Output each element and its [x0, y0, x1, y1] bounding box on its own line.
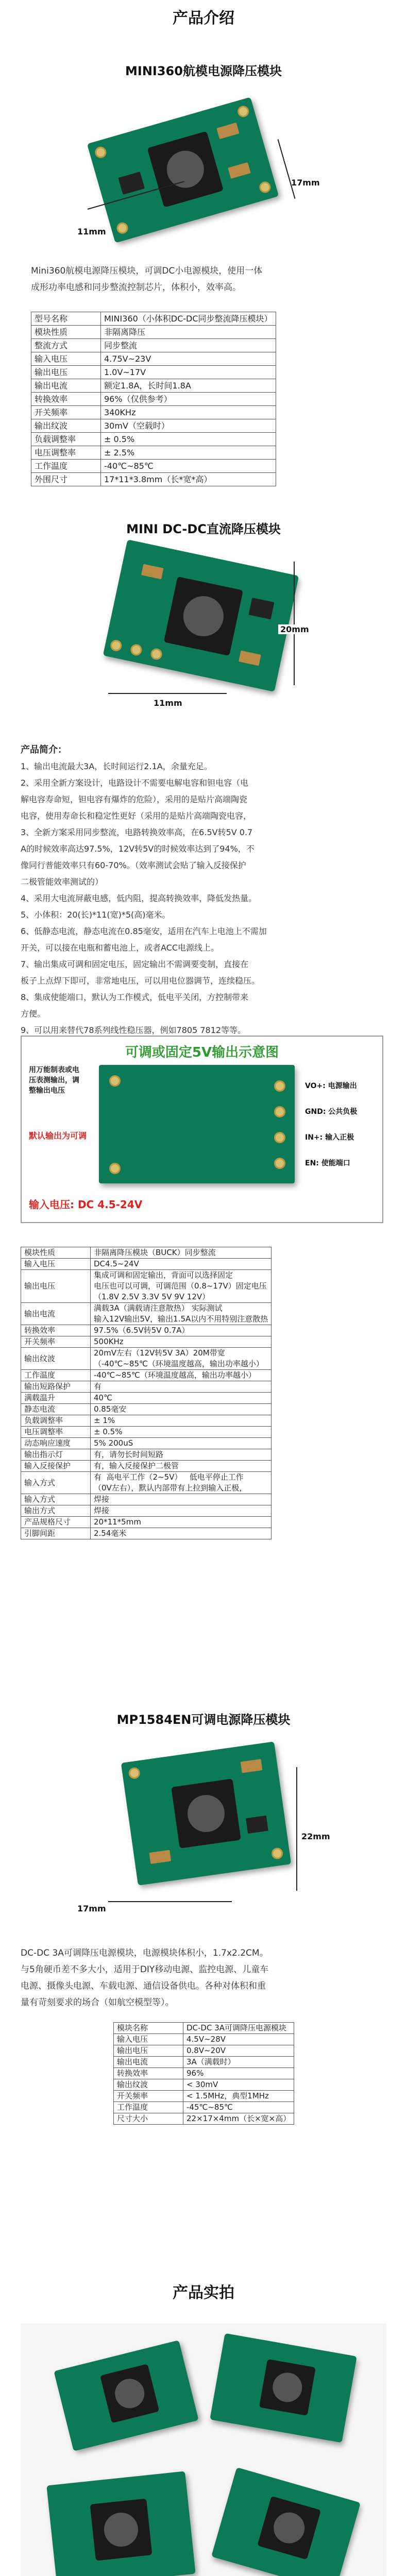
pcb-board [46, 2471, 195, 2576]
features-heading: 产品简介： [21, 744, 67, 755]
spec-row [21, 1270, 272, 1303]
mini360-title: MINI360航模电源降压模块 [125, 64, 282, 78]
input-voltage-label: 输入电压: DC 4.5-24V [29, 1198, 143, 1211]
spec-value: 焊接 [91, 1505, 272, 1517]
spec-row [114, 2079, 294, 2091]
spec-row [31, 339, 276, 352]
desc-line: 与5角硬币差不多大小，适用于DIY移动电源、监控电源、儿童车 [21, 1964, 269, 1975]
capacitor [228, 162, 251, 179]
pcb-board [121, 1741, 291, 1885]
pcb-board [103, 539, 299, 692]
feature-line: 4、采用大电流屏蔽电感，低内阻，提高转换效率，降低发热量。 [21, 893, 257, 903]
spec-value: ± 0.5% [91, 1427, 272, 1438]
spec-row [21, 1505, 272, 1517]
spec-row [21, 1472, 272, 1494]
pcb-board [211, 2467, 361, 2576]
spec-key: 动态响应速度 [21, 1438, 91, 1449]
spec-key: 输出电流 [21, 1303, 91, 1325]
spec-key: 模块名称 [114, 2023, 183, 2034]
desc-line: 电源、摄像头电源、车载电源、通信设备供电。各种对体积和重 [21, 1981, 266, 1991]
spec-key: 模块性质 [31, 326, 101, 339]
spec-value: MINI360（小体积DC-DC同步整流降压模块） [101, 312, 276, 326]
spec-value: 焊接 [91, 1494, 272, 1505]
pin-en: EN: 使能端口 [305, 1159, 350, 1167]
spec-key: 输入电压 [31, 352, 101, 366]
spec-row [31, 406, 276, 419]
spec-row [21, 1348, 272, 1370]
spec-value: 0.85毫安 [91, 1404, 272, 1415]
feature-line: 8、集成使能端口，默认为工作模式，低电平关闭，方控制带来 [21, 992, 249, 1002]
minidc-features [21, 742, 392, 1039]
spec-row [114, 2068, 294, 2079]
spec-value: 340KHz [101, 406, 276, 419]
spec-row [21, 1449, 272, 1461]
ic-chip [246, 1816, 268, 1834]
spec-value: 22×17×4mm（长×宽×高） [183, 2113, 294, 2125]
spec-row [114, 2113, 294, 2125]
capacitor [149, 1850, 172, 1864]
feature-line: 解电容寿命短，钽电容有爆炸的危险），采用的是贴片高端陶瓷 [21, 794, 248, 804]
spec-key: 开关频率 [114, 2091, 183, 2102]
feature-line: 1、输出电流最大3A，长时间运行2.1A，余量充足。 [21, 761, 212, 771]
capacitor [216, 123, 240, 139]
dimension-height: 17mm [291, 178, 320, 188]
spec-value: 有 高电平工作（2~5V） 低电平停止工作 （0V左右），默认内部带有上拉到输入正极， [91, 1472, 272, 1494]
spec-row [114, 2045, 294, 2057]
feature-line: 方便。 [21, 1009, 46, 1019]
mp1584-photo [82, 1736, 319, 1901]
photos-title: 产品实拍 [173, 2284, 234, 2302]
spec-row [21, 1427, 272, 1438]
dimension-width: 11mm [77, 227, 106, 236]
spec-key: 输入方式 [21, 1472, 91, 1494]
spec-key: 开关频率 [31, 406, 101, 419]
spec-row [31, 419, 276, 433]
spec-row [21, 1415, 272, 1427]
spec-key: 满载温升 [21, 1393, 91, 1404]
spec-key: 输出方式 [21, 1505, 91, 1517]
pin-vo: VO+: 电源输出 [305, 1082, 357, 1090]
spec-row [31, 460, 276, 473]
desc-line: 量有苛刻要求的场合（如航空模型等）。 [21, 1997, 174, 2008]
ic-chip [118, 172, 145, 195]
spec-row [21, 1247, 272, 1259]
spec-key: 尺寸大小 [114, 2113, 183, 2125]
spec-row [31, 379, 276, 393]
solder-pad [109, 1163, 121, 1174]
spec-key: 输出电压 [21, 1270, 91, 1303]
pin-gnd: GND: 公共负极 [305, 1108, 358, 1116]
spec-row [114, 2091, 294, 2102]
feature-line: 二极管能效率测试的） [21, 877, 104, 887]
solder-pad [128, 1767, 141, 1780]
features-list [21, 758, 392, 1039]
spec-value: < 30mV [183, 2079, 294, 2091]
solder-pad [274, 1080, 285, 1092]
spec-key: 型号名称 [31, 312, 101, 326]
adjust-label: 默认输出为可调 [29, 1131, 87, 1141]
spec-key: 静态电流 [21, 1404, 91, 1415]
spec-value: 20mV左右（12V转5V 3A）20M带宽 （-40℃~85℃（环境温度越高，输出功率越小） [91, 1348, 272, 1370]
spec-key: 输出指示灯 [21, 1449, 91, 1461]
solder-pad [129, 643, 143, 656]
spec-value: 17*11*3.8mm（长*宽*高） [101, 473, 276, 486]
feature-line: 9、可以用来替代78系列线性稳压器，例如7805 7812等等。 [21, 1025, 246, 1035]
spec-value: 97.5%（6.5V转5V 0.7A） [91, 1325, 272, 1336]
spec-value: 500KHz [91, 1336, 272, 1348]
spec-row [21, 1259, 272, 1270]
spec-value: DC4.5~24V [91, 1259, 272, 1270]
spec-key: 转换效率 [21, 1325, 91, 1336]
spec-value: 30mV（空载时） [101, 419, 276, 433]
spec-key: 输出纹波 [21, 1348, 91, 1370]
spec-key: 电压调整率 [31, 446, 101, 460]
dimension-line [108, 1901, 232, 1902]
spec-value: 集成可调和固定输出，背面可以选择固定 电压也可以可调，可调范围（0.8~17V）固定电压 （1.8V 2.5V 3.3V 5V 9V 12V） [91, 1270, 272, 1303]
dimension-line [296, 1767, 297, 1891]
pcb-board [54, 2340, 198, 2451]
page-title: 产品介绍 [173, 9, 234, 27]
spec-row [31, 393, 276, 406]
spec-row [31, 446, 276, 460]
spec-row [31, 473, 276, 486]
spec-value: DC-DC 3A可调降压电源模块 [183, 2023, 294, 2034]
mini360-photo [77, 88, 325, 252]
dimension-width: 11mm [154, 698, 182, 708]
solder-pad [94, 145, 108, 159]
solder-pad [115, 221, 129, 235]
spec-key: 输出电流 [31, 379, 101, 393]
feature-line: 板子上点焊下即可，非常地电压，可以用电位器调节，连续稳压。 [21, 976, 260, 986]
minidc-spec-table [21, 1247, 272, 1539]
solder-pad [274, 1132, 285, 1143]
spec-value: 有，请勿长时间短路 [91, 1449, 272, 1461]
spec-value: 96%（仅供参考） [101, 393, 276, 406]
spec-row [21, 1336, 272, 1348]
spec-key: 工作温度 [114, 2102, 183, 2113]
inductor [171, 1778, 241, 1849]
spec-key: 输入方式 [21, 1494, 91, 1505]
spec-value: 有，输入反接保护二极管 [91, 1461, 272, 1472]
capacitor [141, 564, 164, 580]
dimension-width: 17mm [77, 1904, 106, 1913]
desc-line: 成形功率电感和同步整流控制芯片，体积小，效率高。 [31, 282, 241, 293]
desc-line: Mini360航模电源降压模块，可调DC小电源模块，使用一体 [31, 266, 263, 276]
feature-line: 6、低静态电流，静态电流在0.85毫安，适用在汽车上电池上不需加 [21, 926, 267, 936]
spec-key: 输出纹波 [31, 419, 101, 433]
solder-pad [274, 1158, 285, 1169]
spec-value: 40℃ [91, 1393, 272, 1404]
wiring-note: 用万能制表或电压表测输出，调整输出电压 [29, 1066, 79, 1095]
spec-row [31, 366, 276, 379]
spec-key: 负载调整率 [31, 433, 101, 446]
dimension-height: 20mm [278, 624, 311, 634]
feature-line: 7、输出集成可调和固定电压，固定输出不需调要变制，直接在 [21, 959, 249, 969]
wiring-diagram [21, 1036, 383, 1223]
feature-line: 3、全新方案采用同步整流，电路转换效率高，在6.5V转5V 0.7 [21, 827, 253, 837]
spec-row [114, 2023, 294, 2034]
spec-value: 有 [91, 1381, 272, 1393]
spec-value: 96% [183, 2068, 294, 2079]
feature-line: A的时候效率高达97.5%，12V转5V的时候效率达到了94%，不 [21, 844, 255, 854]
solder-pad [274, 1106, 285, 1117]
spec-value: 满载3A（满载请注意散热） 实际测试 输入12V输出5V，输出1.5A以内不用特别注意散热 [91, 1303, 272, 1325]
desc-line: DC-DC 3A可调降压电源模块，电源模块体积小，1.7x2.2CM。 [21, 1948, 268, 1958]
spec-key: 转换效率 [114, 2068, 183, 2079]
spec-row [21, 1370, 272, 1381]
spec-row [21, 1325, 272, 1336]
pcb-board [87, 97, 279, 243]
spec-key: 输入反接保护 [21, 1461, 91, 1472]
spec-value: ± 2.5% [101, 446, 276, 460]
dimension-height: 22mm [301, 1832, 330, 1841]
mini360-spec-table [31, 312, 276, 486]
capacitor [241, 1759, 263, 1773]
spec-row [31, 326, 276, 339]
spec-key: 输出电流 [114, 2057, 183, 2068]
spec-key: 模块性质 [21, 1247, 91, 1259]
spec-value: 额定1.8A，长时间1.8A [101, 379, 276, 393]
spec-value: ± 1% [91, 1415, 272, 1427]
feature-line: 2、采用全新方案设计，电路设计不需要电解电容和钽电容（电 [21, 778, 249, 788]
solder-pad [109, 639, 123, 652]
spec-row [21, 1393, 272, 1404]
spec-row [21, 1438, 272, 1449]
feature-line: 5、小体积：20(长)*11(宽)*5(高)毫米。 [21, 910, 171, 920]
spec-value: 4.75V~23V [101, 352, 276, 366]
inductor [259, 2359, 316, 2416]
spec-value: 2.54毫米 [91, 1528, 272, 1539]
spec-key: 输入电压 [114, 2034, 183, 2045]
spec-row [21, 1517, 272, 1528]
dimension-line [108, 693, 227, 694]
spec-key: 转换效率 [31, 393, 101, 406]
spec-key: 引脚间距 [21, 1528, 91, 1539]
feature-line: 开关，可以接在电瓶和蓄电池上，或者ACC电源线上。 [21, 943, 219, 953]
spec-value: 4.5V~28V [183, 2034, 294, 2045]
spec-row [21, 1461, 272, 1472]
spec-key: 输出电压 [114, 2045, 183, 2057]
ic-chip [248, 598, 274, 619]
pcb-board-back [99, 1065, 295, 1183]
spec-value: 5% 200uS [91, 1438, 272, 1449]
spec-value: -45℃~85℃ [183, 2102, 294, 2113]
spec-value: < 1.5MHz，典型1MHz [183, 2091, 294, 2102]
spec-key: 输出短路保护 [21, 1381, 91, 1393]
spec-key: 整流方式 [31, 339, 101, 352]
spec-key: 输出电压 [31, 366, 101, 379]
solder-pad [258, 180, 272, 194]
spec-key: 输入电压 [21, 1259, 91, 1270]
spec-row [21, 1303, 272, 1325]
feature-line: 像同行普能效率只有60-70%。（效率测试会贴了输入反接保护 [21, 860, 246, 870]
spec-key: 工作温度 [21, 1370, 91, 1381]
spec-value: 0.8V~20V [183, 2045, 294, 2057]
spec-value: 非隔离降压 [101, 326, 276, 339]
minidc-title: MINI DC-DC直流降压模块 [126, 522, 281, 536]
solder-pad [271, 1847, 284, 1860]
spec-row [21, 1528, 272, 1539]
spec-key: 负载调整率 [21, 1415, 91, 1427]
pcb-board [210, 2333, 357, 2443]
solder-pad [109, 1075, 121, 1087]
spec-value: 1.0V~17V [101, 366, 276, 379]
pin-in: IN+: 输入正极 [305, 1133, 354, 1142]
mp1584-description [21, 1945, 392, 2011]
product-photo-1 [21, 2324, 386, 2576]
spec-value: -40℃~85℃（环境温度越高，输出功率越小） [91, 1370, 272, 1381]
mp1584-title: MP1584EN可调电源降压模块 [116, 1713, 291, 1727]
spec-key: 工作温度 [31, 460, 101, 473]
inductor [164, 577, 243, 656]
spec-value: 3A（满载时） [183, 2057, 294, 2068]
spec-value: 20*11*5mm [91, 1517, 272, 1528]
mini360-description [31, 263, 381, 296]
spec-row [21, 1404, 272, 1415]
inductor [90, 2499, 152, 2561]
spec-key: 输出纹波 [114, 2079, 183, 2091]
inductor [257, 2496, 321, 2560]
feature-line: 电容，使用寿命长和稳定性更好（采用的是贴片高端陶瓷电容， [21, 811, 252, 821]
spec-row [31, 312, 276, 326]
capacitor [239, 651, 261, 666]
spec-value: ± 0.5% [101, 433, 276, 446]
spec-key: 开关频率 [21, 1336, 91, 1348]
spec-value: 同步整流 [101, 339, 276, 352]
wiring-title: 可调或固定5V输出示意图 [125, 1045, 279, 1060]
solder-pad [236, 105, 250, 118]
spec-row [31, 433, 276, 446]
mp1584-spec-table [113, 2022, 294, 2125]
spec-value: -40℃~85℃ [101, 460, 276, 473]
spec-row [114, 2034, 294, 2045]
spec-key: 产品规格尺寸 [21, 1517, 91, 1528]
spec-row [21, 1381, 272, 1393]
inductor [147, 131, 224, 207]
dimension-line [294, 562, 295, 685]
spec-row [21, 1494, 272, 1505]
inductor [100, 2364, 159, 2423]
spec-key: 电压调整率 [21, 1427, 91, 1438]
spec-row [114, 2102, 294, 2113]
spec-row [31, 352, 276, 366]
solder-pad [150, 648, 163, 661]
spec-key: 外围尺寸 [31, 473, 101, 486]
spec-value: 非隔离降压模块（BUCK）同步整流 [91, 1247, 272, 1259]
spec-row [114, 2057, 294, 2068]
